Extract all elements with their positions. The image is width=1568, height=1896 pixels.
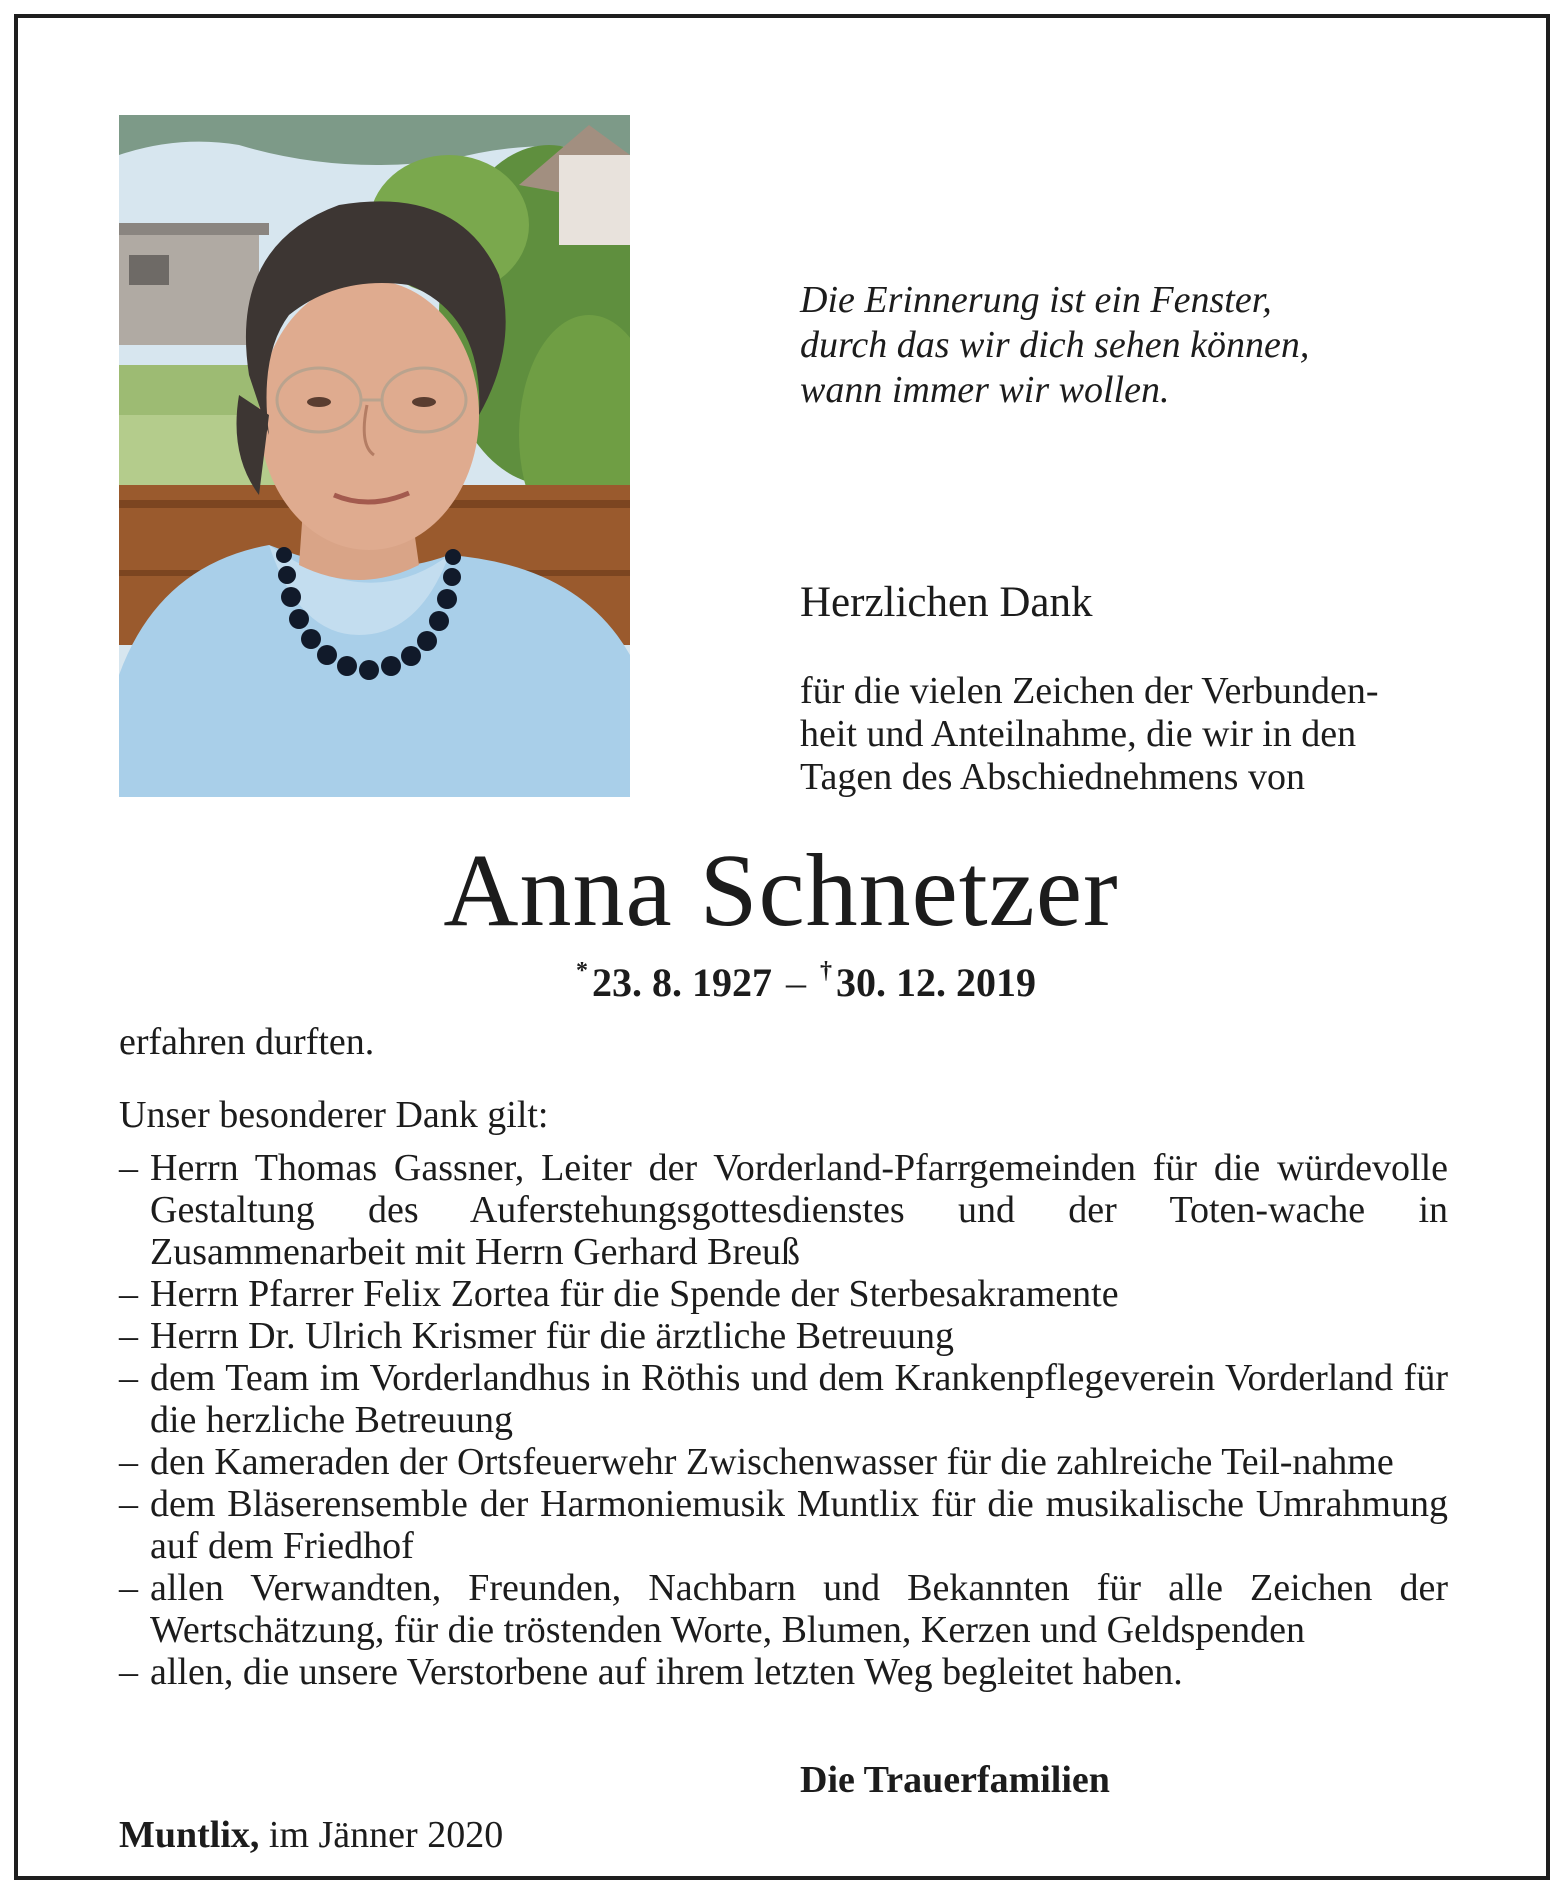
- memorial-quote: [800, 278, 1440, 413]
- quote-line: Die Erinnerung ist ein Fenster,: [800, 279, 1272, 321]
- thanks-line: Tagen des Abschiednehmens von: [800, 756, 1305, 798]
- list-item: – Herrn Dr. Ulrich Krismer für die ärztliche Betreuung: [119, 1315, 1448, 1357]
- quote-line: durch das wir dich sehen können,: [800, 324, 1310, 366]
- deceased-name: Anna Schnetzer: [443, 833, 1119, 948]
- list-item: – Herrn Pfarrer Felix Zortea für die Spende der Sterbesakramente: [119, 1273, 1448, 1315]
- signature: Die Trauerfamilien: [800, 1759, 1110, 1801]
- thanks-line: heit und Anteilnahme, die wir in den: [800, 713, 1357, 755]
- date-separator: –: [786, 960, 806, 1005]
- special-thanks-list: [119, 1147, 1448, 1693]
- death-date: 30. 12. 2019: [836, 960, 1036, 1005]
- place-and-date: [119, 1813, 503, 1857]
- thanks-line: für die vielen Zeichen der Verbunden-: [800, 670, 1379, 712]
- list-item: – allen, die unsere Verstorbene auf ihrem letzten Weg begleitet haben.: [119, 1651, 1448, 1693]
- quote-line: wann immer wir wollen.: [800, 369, 1170, 411]
- list-item: – den Kameraden der Ortsfeuerwehr Zwischenwasser für die zahlreiche Teil-nahme: [119, 1441, 1448, 1483]
- list-item: – dem Team im Vorderlandhus in Röthis und dem Krankenpflegeverein Vorderland für die herzliche Betreuung: [119, 1357, 1448, 1441]
- thanks-paragraph: [800, 670, 1450, 799]
- special-thanks-heading: Unser besonderer Dank gilt:: [119, 1094, 549, 1136]
- deceased-name-block: [0, 833, 1568, 948]
- birth-date: 23. 8. 1927: [592, 960, 772, 1005]
- death-symbol: †: [820, 958, 832, 984]
- list-item: – Herrn Thomas Gassner, Leiter der Vorderland-Pfarrgemeinden für die würdevolle Gestaltung des Auferstehungsgottesdienstes und der Toten-wache in Zusammenarbeit mit Herrn Gerhard Breuß: [119, 1147, 1448, 1273]
- place: Muntlix,: [119, 1814, 260, 1856]
- life-dates: [0, 958, 1568, 1006]
- birth-symbol: *: [576, 958, 588, 984]
- closing-phrase: erfahren durften.: [119, 1021, 375, 1063]
- list-item: – dem Bläserensemble der Harmoniemusik Muntlix für die musikalische Umrahmung auf dem Friedhof: [119, 1483, 1448, 1567]
- date-text: im Jänner 2020: [268, 1814, 504, 1856]
- thanks-heading: Herzlichen Dank: [800, 579, 1093, 626]
- portrait-photo: [119, 115, 630, 797]
- list-item: – allen Verwandten, Freunden, Nachbarn und Bekannten für alle Zeichen der Wertschätzung, für die tröstenden Worte, Blumen, Kerzen und Geldspenden: [119, 1567, 1448, 1651]
